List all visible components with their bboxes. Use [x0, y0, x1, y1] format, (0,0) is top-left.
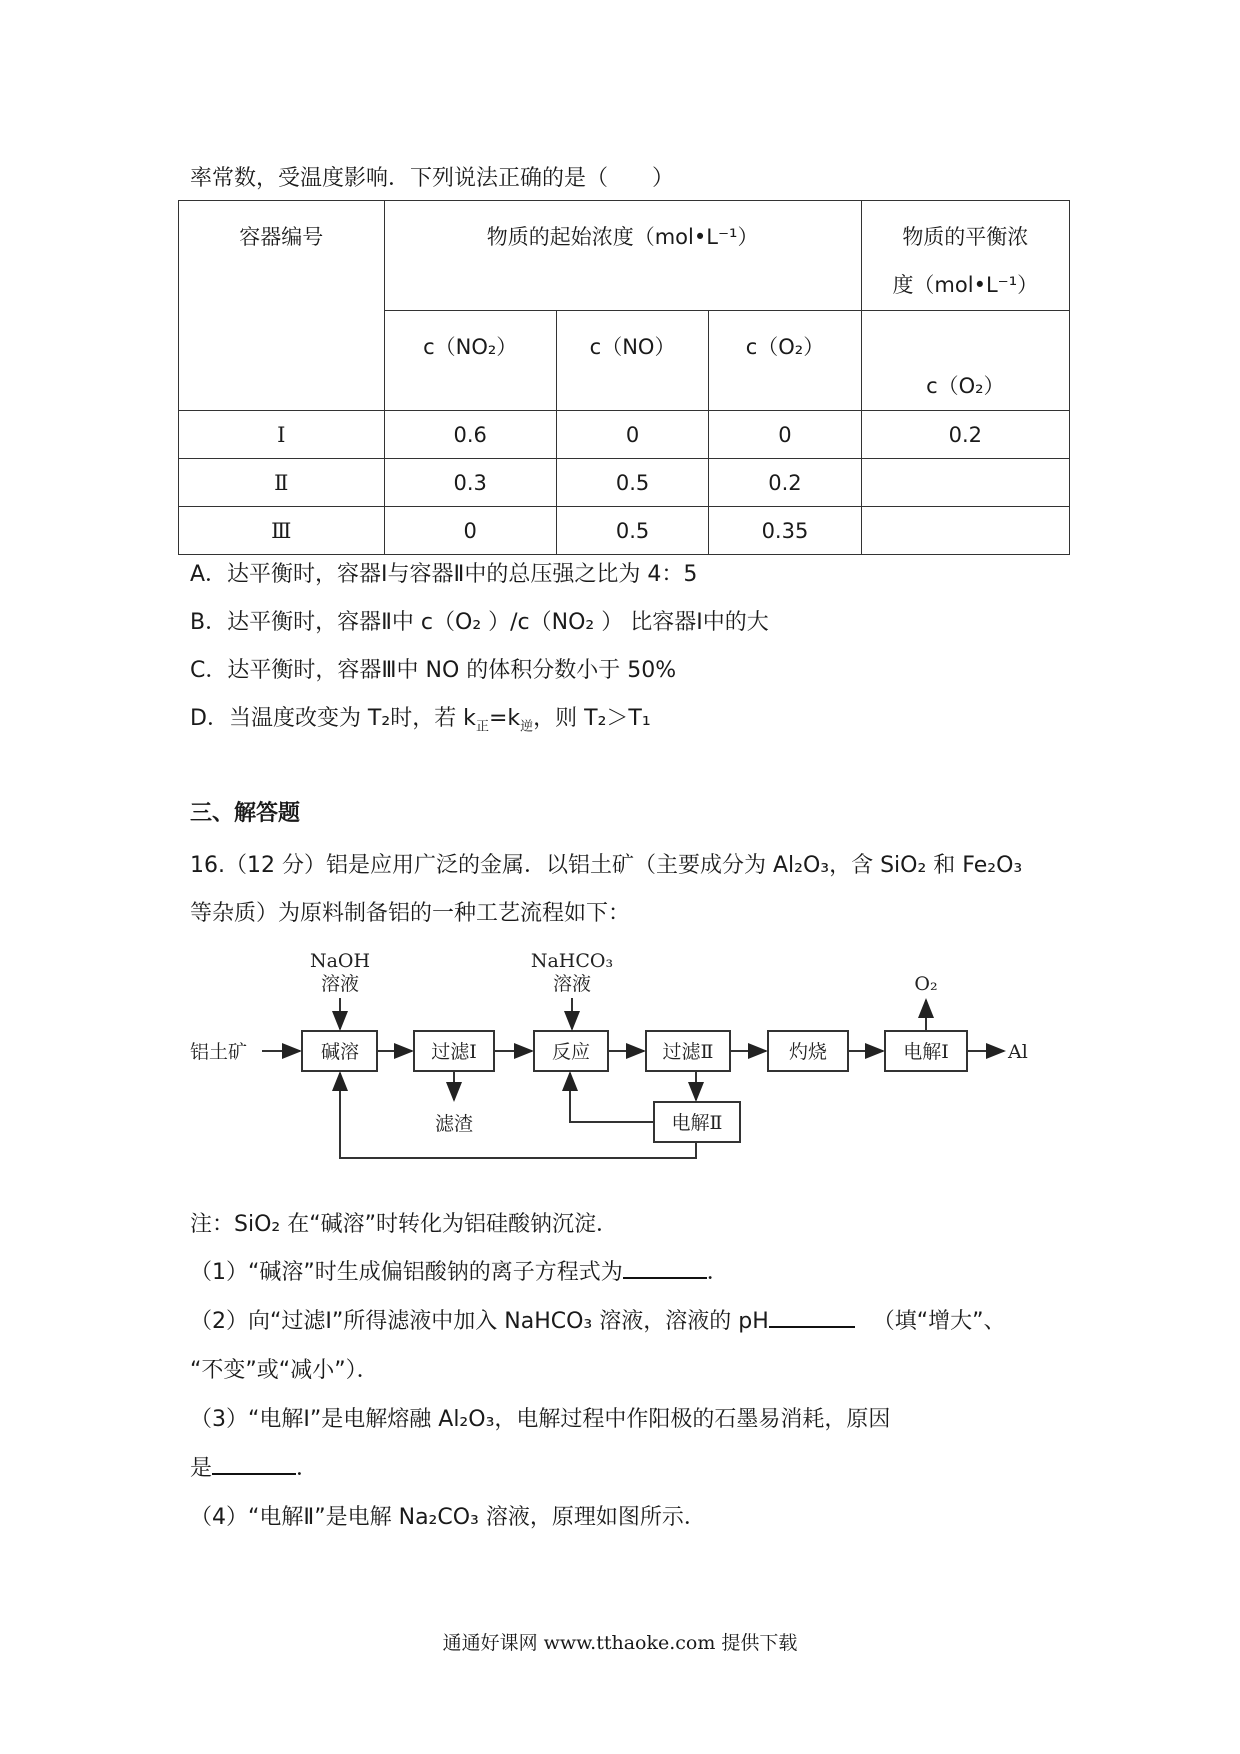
label-naoh-solution: 溶液	[320, 973, 360, 995]
label-naoh: NaOH	[309, 950, 371, 972]
cell-o2: 0	[709, 411, 861, 459]
footer: 通通好课网 www.tthaoke.com 提供下载	[442, 1632, 798, 1654]
cell-no2: 0.6	[384, 411, 556, 459]
header-initial-concentration: 物质的起始浓度（mol•L⁻¹）	[384, 201, 861, 311]
row-id: Ⅱ	[179, 459, 385, 507]
section-title: 三、解答题	[190, 800, 301, 826]
header-equilibrium-concentration	[861, 201, 1069, 311]
cell-no: 0.5	[556, 507, 708, 555]
cell-no: 0	[556, 411, 708, 459]
label-box1: 碱溶	[320, 1041, 360, 1063]
label-product-al: Al	[1008, 1041, 1028, 1063]
option-a: A．达平衡时，容器Ⅰ与容器Ⅱ中的总压强之比为 4：5	[190, 562, 698, 587]
label-box5: 灼烧	[788, 1041, 828, 1063]
sub-question-4: （4）“电解Ⅱ”是电解 Na₂CO₃ 溶液，原理如图所示．	[190, 1505, 706, 1530]
table-row	[179, 507, 1070, 555]
label-nahco3-solution: 溶液	[552, 973, 592, 995]
q16-line2: 等杂质）为原料制备铝的一种工艺流程如下：	[190, 901, 631, 926]
label-nahco3: NaHCO₃	[530, 950, 614, 972]
label-box6: 电解Ⅰ	[903, 1041, 949, 1063]
cell-eq	[861, 507, 1069, 555]
subheader-o2-equilibrium: c（O₂）	[861, 311, 1069, 411]
header-equilibrium-line1: 物质的平衡浓	[902, 225, 1029, 249]
question-intro: 率常数，受温度影响．下列说法正确的是（ ）	[190, 166, 675, 191]
table-row	[179, 411, 1070, 459]
option-d: D．当温度改变为 T₂时，若 $k_正=k_逆$，则 T₂＞T₁	[190, 706, 651, 735]
process-flow-diagram	[190, 950, 1070, 1180]
sub-question-1: （1）“碱溶”时生成偏铝酸钠的离子方程式为 ．	[190, 1260, 729, 1285]
cell-no2: 0.3	[384, 459, 556, 507]
cell-no: 0.5	[556, 459, 708, 507]
table-row	[179, 459, 1070, 507]
concentration-table	[178, 200, 1070, 555]
label-box2: 过滤Ⅰ	[431, 1041, 477, 1063]
option-c: C．达平衡时，容器Ⅲ中 NO 的体积分数小于 50%	[190, 658, 677, 683]
q16-line1: 16.（12 分）铝是应用广泛的金属．以铝土矿（主要成分为 Al₂O₃，含 SiO₂ 和 Fe₂O₃	[190, 853, 1023, 878]
subheader-no: c（NO）	[556, 311, 708, 411]
sub-question-2-line2: “不变”或“减小”）．	[190, 1358, 379, 1383]
label-residue: 滤渣	[434, 1113, 474, 1135]
label-box4: 过滤Ⅱ	[662, 1041, 714, 1063]
label-box7: 电解Ⅱ	[671, 1112, 723, 1134]
row-id: Ⅲ	[179, 507, 385, 555]
sub-question-3: （3）“电解Ⅰ”是电解熔融 Al₂O₃，电解过程中作阳极的石墨易消耗，原因	[190, 1407, 891, 1432]
label-o2: O₂	[914, 973, 938, 995]
row-id: Ⅰ	[179, 411, 385, 459]
sub-question-2: （2）向“过滤Ⅰ”所得滤液中加入 NaHCO₃ 溶液，溶液的 pH （填“增大”、	[190, 1309, 1006, 1334]
option-b: B．达平衡时，容器Ⅱ中 c（O₂ ）/c（NO₂ ） 比容器Ⅰ中的大	[190, 610, 769, 635]
label-bauxite: 铝土矿	[190, 1041, 248, 1063]
answer-blank[interactable]	[769, 1325, 855, 1328]
cell-eq: 0.2	[861, 411, 1069, 459]
answer-blank[interactable]	[212, 1472, 296, 1475]
cell-eq	[861, 459, 1069, 507]
header-equilibrium-line2: 度（mol•L⁻¹）	[892, 273, 1039, 297]
cell-o2: 0.2	[709, 459, 861, 507]
label-box3: 反应	[551, 1041, 591, 1063]
answer-blank[interactable]	[623, 1276, 707, 1279]
cell-no2: 0	[384, 507, 556, 555]
header-container-id: 容器编号	[179, 201, 385, 411]
subheader-o2: c（O₂）	[709, 311, 861, 411]
sub-question-3-line2: 是 ．	[190, 1456, 319, 1481]
subheader-no2: c（NO₂）	[384, 311, 556, 411]
cell-o2: 0.35	[709, 507, 861, 555]
note: 注：SiO₂ 在“碱溶”时转化为铝硅酸钠沉淀．	[190, 1212, 619, 1237]
